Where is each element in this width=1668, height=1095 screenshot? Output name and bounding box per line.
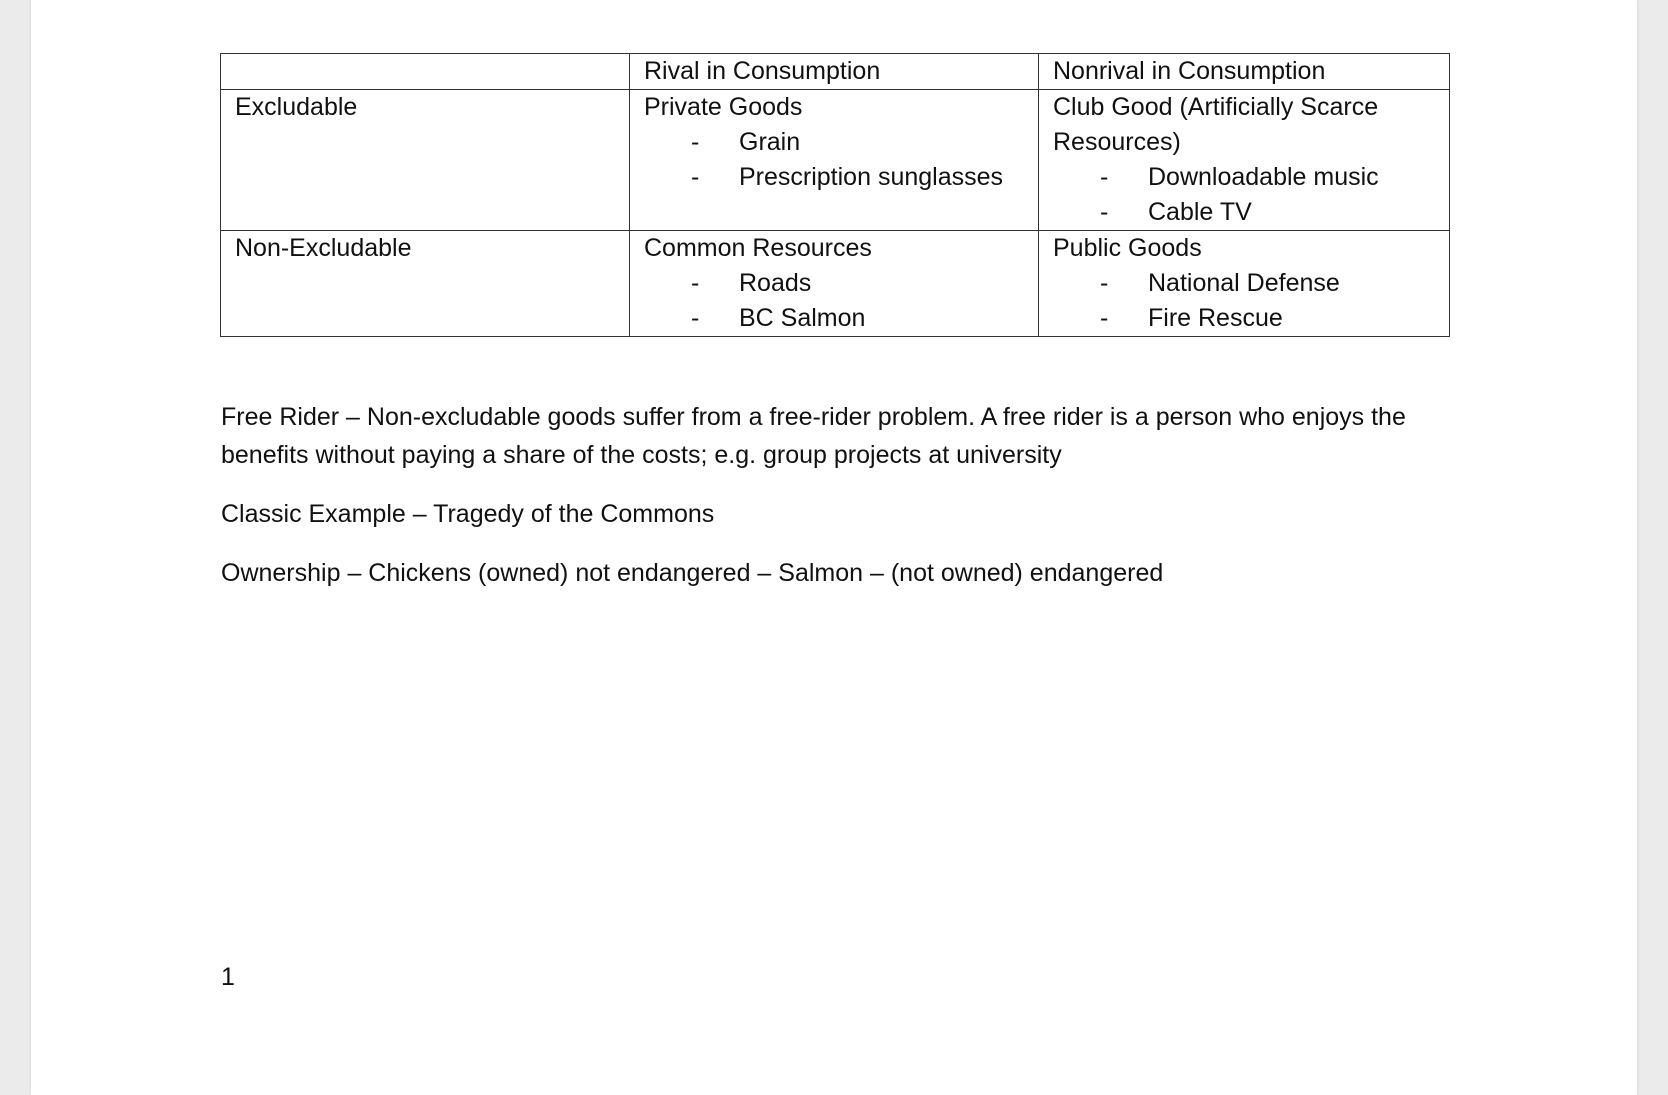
item-text: Fire Rescue xyxy=(1148,304,1283,332)
table-row-excludable xyxy=(221,90,1450,231)
page-number: 1 xyxy=(221,963,235,991)
list-item xyxy=(644,160,1028,195)
list-item xyxy=(644,301,1028,336)
table-row-non-excludable xyxy=(221,231,1450,337)
header-cell-nonrival: Nonrival in Consumption xyxy=(1039,54,1450,90)
item-text: Prescription sunglasses xyxy=(739,163,1004,191)
document-page xyxy=(31,0,1637,1095)
example-list xyxy=(644,125,1028,195)
list-item xyxy=(1053,266,1439,301)
example-list xyxy=(644,266,1028,336)
example-list xyxy=(1053,266,1439,336)
cell-common-resources xyxy=(630,231,1039,337)
item-text: Grain xyxy=(739,128,801,156)
table-header-row xyxy=(221,54,1450,90)
dash-bullet: - xyxy=(1100,269,1109,297)
classic-example-paragraph: Classic Example – Tragedy of the Commons xyxy=(221,500,715,528)
item-text: BC Salmon xyxy=(739,304,866,332)
header-cell-empty xyxy=(221,54,630,90)
dash-bullet: - xyxy=(691,128,700,156)
list-item xyxy=(1053,160,1439,195)
cell-title: Club Good (Artificially Scarce Resources) xyxy=(1053,93,1379,156)
item-text: Downloadable music xyxy=(1148,163,1379,191)
dash-bullet: - xyxy=(1100,198,1109,226)
dash-bullet: - xyxy=(1100,304,1109,332)
cell-title: Public Goods xyxy=(1053,234,1202,262)
item-text: Cable TV xyxy=(1148,198,1252,226)
list-item xyxy=(1053,195,1439,230)
cell-title: Common Resources xyxy=(644,234,872,262)
cell-title: Private Goods xyxy=(644,93,803,121)
cell-public-goods xyxy=(1039,231,1450,337)
dash-bullet: - xyxy=(691,269,700,297)
dash-bullet: - xyxy=(691,304,700,332)
list-item xyxy=(644,125,1028,160)
example-list xyxy=(1053,160,1439,230)
free-rider-paragraph: Free Rider – Non-excludable goods suffer from a free-rider problem. A free rider is a person who enjoys the benefits without paying a share of the costs; e.g. group projects at university xyxy=(221,403,1406,469)
dash-bullet: - xyxy=(691,163,700,191)
row-label-non-excludable: Non-Excludable xyxy=(221,231,630,337)
ownership-paragraph: Ownership – Chickens (owned) not endangered – Salmon – (not owned) endangered xyxy=(221,559,1164,587)
header-cell-rival: Rival in Consumption xyxy=(630,54,1039,90)
list-item xyxy=(644,266,1028,301)
goods-classification-table xyxy=(220,53,1450,337)
cell-private-goods xyxy=(630,90,1039,231)
item-text: Roads xyxy=(739,269,812,297)
cell-club-good xyxy=(1039,90,1450,231)
dash-bullet: - xyxy=(1100,163,1109,191)
list-item xyxy=(1053,301,1439,336)
row-label-excludable: Excludable xyxy=(221,90,630,231)
item-text: National Defense xyxy=(1148,269,1340,297)
